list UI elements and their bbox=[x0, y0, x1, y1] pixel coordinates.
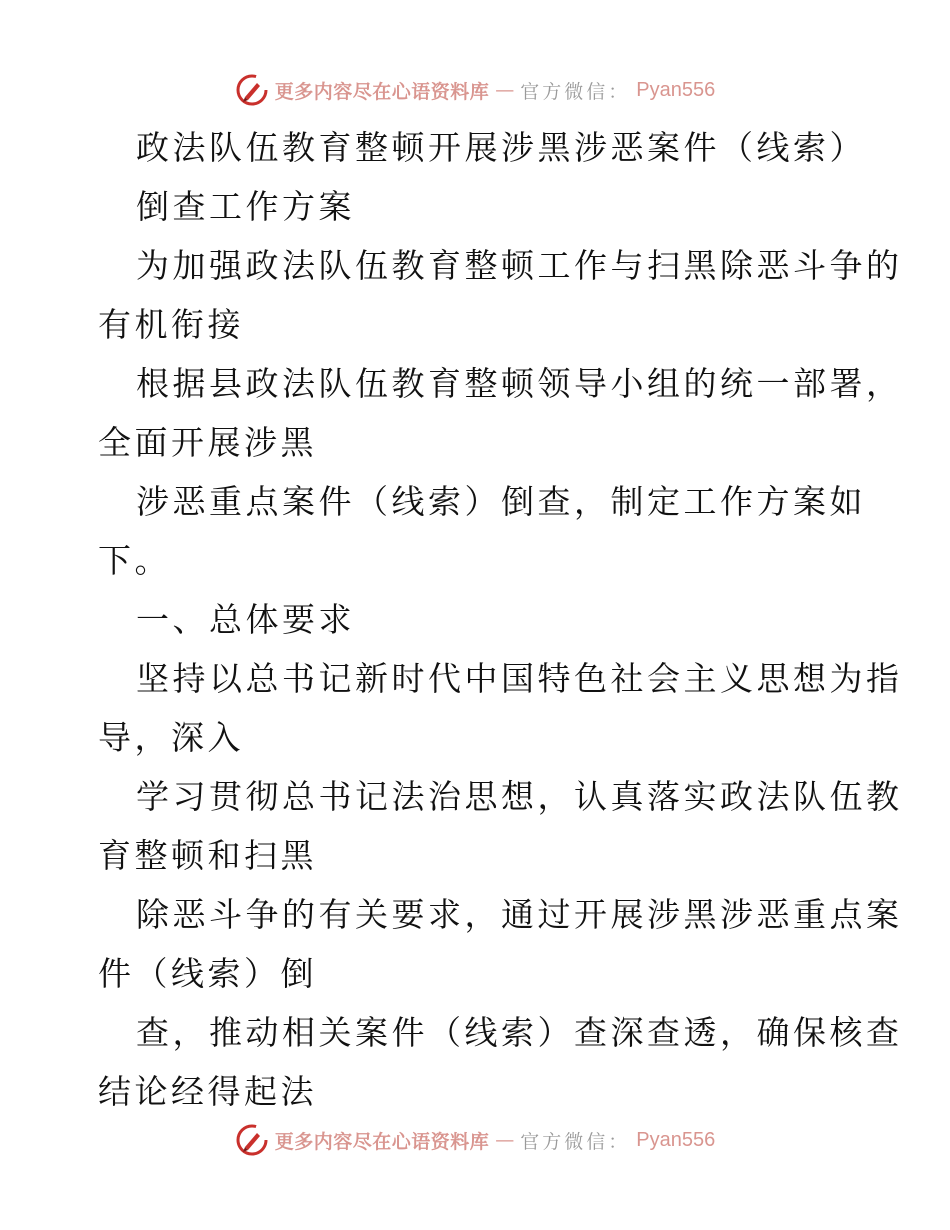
doc-line: 学习贯彻总书记法治思想，认真落实政法队伍教 bbox=[136, 777, 903, 816]
doc-line: 根据县政法队伍教育整顿领导小组的统一部署， bbox=[136, 364, 903, 403]
watermark-dash: — bbox=[495, 1129, 515, 1151]
doc-line: 政法队伍教育整顿开展涉黑涉恶案件（线索） bbox=[136, 128, 866, 167]
section-heading: 一、总体要求 bbox=[136, 600, 355, 639]
doc-line: 件（线索）倒 bbox=[98, 954, 317, 993]
doc-line: 下。 bbox=[98, 541, 171, 580]
watermark-text: 更多内容尽在心语资料库 bbox=[274, 1130, 490, 1153]
doc-line: 坚持以总书记新时代中国特色社会主义思想为指 bbox=[136, 659, 903, 698]
doc-line: 查，推动相关案件（线索）查深查透，确保核查 bbox=[136, 1013, 903, 1052]
watermark-wechat-label: 官方微信： bbox=[520, 80, 631, 103]
watermark-wechat-id: Pyan556 bbox=[636, 78, 716, 101]
watermark-dash: — bbox=[495, 79, 515, 101]
doc-line: 育整顿和扫黑 bbox=[98, 836, 317, 875]
document-body bbox=[98, 118, 903, 1121]
pen-logo-icon bbox=[235, 73, 269, 107]
pen-logo-icon bbox=[235, 1123, 269, 1157]
watermark-text: 更多内容尽在心语资料库 bbox=[274, 80, 490, 103]
doc-line: 有机衔接 bbox=[98, 305, 244, 344]
doc-line: 导，深入 bbox=[98, 718, 244, 757]
doc-line: 结论经得起法 bbox=[98, 1072, 317, 1111]
doc-line: 除恶斗争的有关要求，通过开展涉黑涉恶重点案 bbox=[136, 895, 903, 934]
footer-watermark bbox=[0, 1120, 950, 1160]
header-watermark bbox=[0, 70, 950, 110]
watermark-wechat-label: 官方微信： bbox=[520, 1130, 631, 1153]
doc-line: 倒查工作方案 bbox=[136, 187, 355, 226]
doc-line: 涉恶重点案件（线索）倒查，制定工作方案如 bbox=[136, 482, 866, 521]
watermark-wechat-id: Pyan556 bbox=[636, 1128, 716, 1151]
doc-line: 为加强政法队伍教育整顿工作与扫黑除恶斗争的 bbox=[136, 246, 903, 285]
doc-line: 全面开展涉黑 bbox=[98, 423, 317, 462]
